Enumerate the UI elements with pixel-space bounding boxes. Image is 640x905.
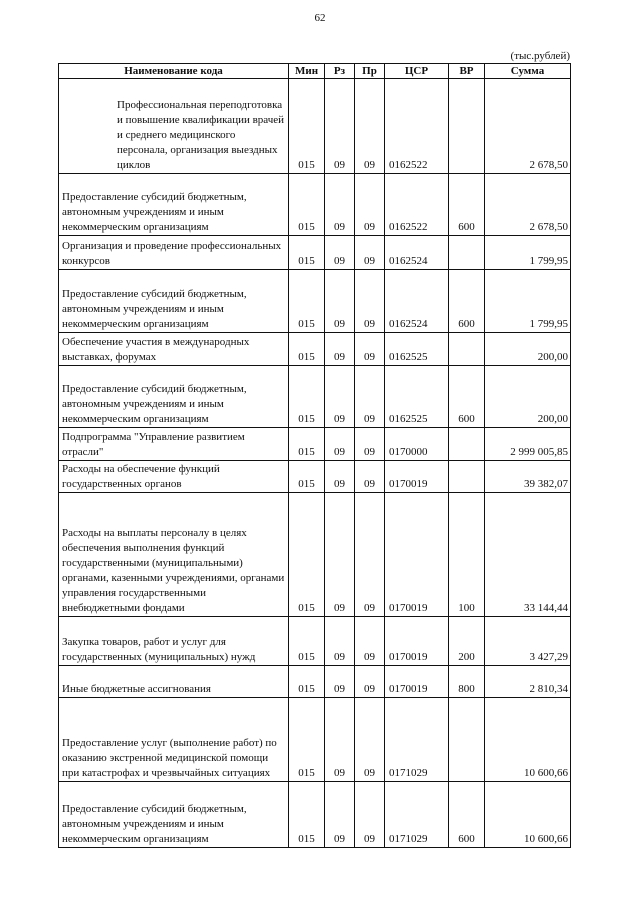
- row-sum: 39 382,07: [485, 461, 571, 493]
- row-csr: 0170019: [385, 461, 449, 493]
- header-min: Мин: [289, 64, 325, 79]
- row-rz: 09: [325, 366, 355, 428]
- row-rz: 09: [325, 493, 355, 617]
- row-sum: 1 799,95: [485, 270, 571, 333]
- row-name-cell: [59, 461, 289, 493]
- row-vr: 200: [449, 617, 485, 666]
- row-pr: 09: [355, 174, 385, 236]
- row-pr: 09: [355, 333, 385, 366]
- row-min: 015: [289, 698, 325, 782]
- row-pr: 09: [355, 782, 385, 848]
- row-vr: 800: [449, 666, 485, 698]
- table-header-row: [59, 64, 571, 79]
- row-vr: 600: [449, 174, 485, 236]
- row-csr: 0162522: [385, 174, 449, 236]
- table-row: [59, 236, 571, 270]
- table-row: [59, 782, 571, 848]
- row-pr: 09: [355, 236, 385, 270]
- row-vr: 600: [449, 270, 485, 333]
- row-name-cell: [59, 782, 289, 848]
- row-rz: 09: [325, 79, 355, 174]
- row-sum: 2 999 005,85: [485, 428, 571, 461]
- row-name-cell: [59, 79, 289, 174]
- row-name: Предоставление услуг (выполнение работ) по оказанию экстренной медицинской помощи при катастрофах и чрезвычайных ситуациях: [62, 737, 277, 779]
- table-row: [59, 270, 571, 333]
- row-min: 015: [289, 782, 325, 848]
- row-vr: 100: [449, 493, 485, 617]
- row-csr: 0170019: [385, 617, 449, 666]
- row-rz: 09: [325, 617, 355, 666]
- row-vr: [449, 79, 485, 174]
- row-csr: 0162524: [385, 270, 449, 333]
- row-name: Обеспечение участия в международных выставках, форумах: [62, 336, 250, 363]
- row-rz: 09: [325, 461, 355, 493]
- row-vr: [449, 428, 485, 461]
- header-csr: ЦСР: [385, 64, 449, 79]
- row-min: 015: [289, 366, 325, 428]
- row-sum: 1 799,95: [485, 236, 571, 270]
- row-csr: 0162525: [385, 366, 449, 428]
- row-rz: 09: [325, 428, 355, 461]
- row-pr: 09: [355, 428, 385, 461]
- row-vr: [449, 698, 485, 782]
- table-row: [59, 493, 571, 617]
- row-min: 015: [289, 174, 325, 236]
- header-sum: Сумма: [485, 64, 571, 79]
- row-sum: 10 600,66: [485, 698, 571, 782]
- row-name-cell: [59, 174, 289, 236]
- table-row: [59, 79, 571, 174]
- header-rz: Рз: [325, 64, 355, 79]
- table-row: [59, 428, 571, 461]
- row-name: Предоставление субсидий бюджетным, автономным учреждениям и иным некоммерческим организациям: [62, 803, 247, 845]
- row-pr: 09: [355, 270, 385, 333]
- row-sum: 2 678,50: [485, 174, 571, 236]
- row-rz: 09: [325, 174, 355, 236]
- row-csr: 0170019: [385, 666, 449, 698]
- units-note: (тыс.рублей): [510, 50, 570, 62]
- row-sum: 2 810,34: [485, 666, 571, 698]
- row-vr: [449, 236, 485, 270]
- row-name-cell: [59, 236, 289, 270]
- row-sum: 33 144,44: [485, 493, 571, 617]
- row-sum: 200,00: [485, 366, 571, 428]
- row-rz: 09: [325, 698, 355, 782]
- row-name: Подпрограмма "Управление развитием отрасли": [62, 431, 245, 458]
- row-name-cell: [59, 617, 289, 666]
- row-csr: 0162525: [385, 333, 449, 366]
- header-name: Наименование кода: [59, 64, 289, 79]
- row-min: 015: [289, 236, 325, 270]
- row-name-cell: [59, 666, 289, 698]
- table-row: [59, 174, 571, 236]
- table-row: [59, 333, 571, 366]
- table-row: [59, 366, 571, 428]
- table-row: [59, 461, 571, 493]
- row-sum: 10 600,66: [485, 782, 571, 848]
- row-min: 015: [289, 333, 325, 366]
- row-name: Предоставление субсидий бюджетным, автономным учреждениям и иным некоммерческим организациям: [62, 288, 247, 330]
- row-name: Предоставление субсидий бюджетным, автономным учреждениям и иным некоммерческим организациям: [62, 383, 247, 425]
- row-min: 015: [289, 461, 325, 493]
- row-sum: 200,00: [485, 333, 571, 366]
- row-pr: 09: [355, 461, 385, 493]
- row-name: Предоставление субсидий бюджетным, автономным учреждениям и иным некоммерческим организациям: [62, 191, 247, 233]
- row-pr: 09: [355, 493, 385, 617]
- row-sum: 3 427,29: [485, 617, 571, 666]
- row-vr: 600: [449, 782, 485, 848]
- row-name: Закупка товаров, работ и услуг для государственных (муниципальных) нужд: [62, 636, 256, 663]
- row-csr: 0171029: [385, 782, 449, 848]
- table-row: [59, 617, 571, 666]
- row-name: Профессиональная переподготовка и повышение квалификации врачей и среднего медицинского персонала, организация выездных циклов: [117, 99, 285, 171]
- budget-table: [58, 63, 571, 848]
- row-rz: 09: [325, 270, 355, 333]
- header-vr: ВР: [449, 64, 485, 79]
- row-name-cell: [59, 493, 289, 617]
- row-min: 015: [289, 79, 325, 174]
- page-number: 62: [314, 12, 326, 24]
- row-min: 015: [289, 493, 325, 617]
- row-csr: 0162524: [385, 236, 449, 270]
- header-pr: Пр: [355, 64, 385, 79]
- row-rz: 09: [325, 782, 355, 848]
- table-row: [59, 666, 571, 698]
- row-name: Расходы на выплаты персоналу в целях обеспечения выполнения функций государственными (муниципальными) органами, казенными учреждениями, органами управления государственными внебюджетными фондами: [62, 527, 285, 614]
- row-rz: 09: [325, 333, 355, 366]
- row-csr: 0162522: [385, 79, 449, 174]
- row-vr: [449, 333, 485, 366]
- row-rz: 09: [325, 666, 355, 698]
- table-row: [59, 698, 571, 782]
- row-name-cell: [59, 698, 289, 782]
- row-pr: 09: [355, 79, 385, 174]
- row-pr: 09: [355, 617, 385, 666]
- row-csr: 0170019: [385, 493, 449, 617]
- row-min: 015: [289, 617, 325, 666]
- row-name: Расходы на обеспечение функций государственных органов: [62, 463, 220, 490]
- row-min: 015: [289, 666, 325, 698]
- row-name-cell: [59, 428, 289, 461]
- row-pr: 09: [355, 698, 385, 782]
- row-name-cell: [59, 270, 289, 333]
- row-min: 015: [289, 270, 325, 333]
- row-csr: 0170000: [385, 428, 449, 461]
- row-name: Организация и проведение профессиональных конкурсов: [62, 240, 282, 267]
- row-pr: 09: [355, 666, 385, 698]
- row-name-cell: [59, 366, 289, 428]
- row-vr: [449, 461, 485, 493]
- row-vr: 600: [449, 366, 485, 428]
- row-csr: 0171029: [385, 698, 449, 782]
- row-pr: 09: [355, 366, 385, 428]
- row-name-cell: [59, 333, 289, 366]
- row-rz: 09: [325, 236, 355, 270]
- row-name: Иные бюджетные ассигнования: [62, 683, 211, 695]
- row-sum: 2 678,50: [485, 79, 571, 174]
- row-min: 015: [289, 428, 325, 461]
